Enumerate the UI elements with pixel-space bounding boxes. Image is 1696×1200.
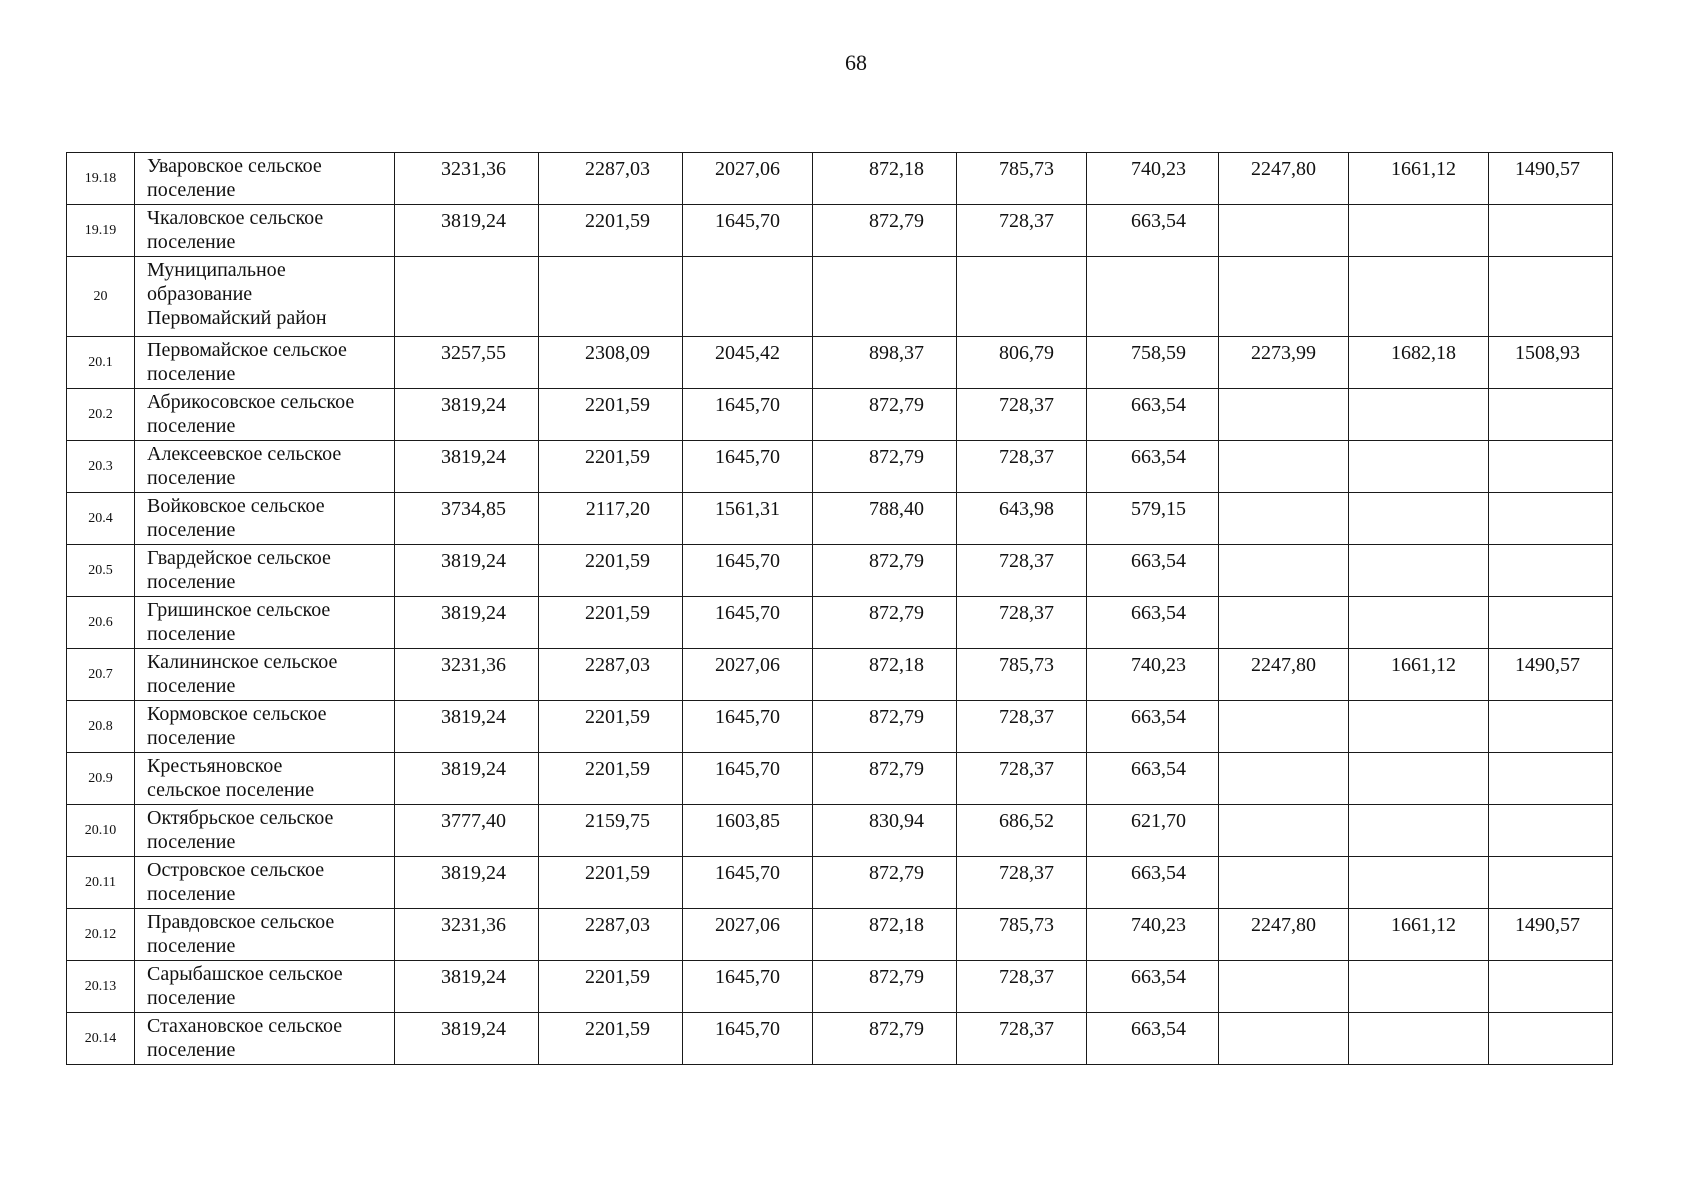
row-number: 20.4	[67, 493, 135, 545]
value-cell	[1219, 961, 1349, 1013]
value-cell: 872,79	[813, 961, 957, 1013]
row-number: 20.9	[67, 753, 135, 805]
value-cell: 2201,59	[539, 753, 683, 805]
value-cell	[1219, 493, 1349, 545]
value-cell: 2045,42	[683, 337, 813, 389]
value-cell: 1490,57	[1489, 909, 1613, 961]
settlement-name: Уваровское сельское поселение	[135, 153, 395, 205]
row-number: 19.19	[67, 205, 135, 257]
value-cell: 1508,93	[1489, 337, 1613, 389]
value-cell: 2247,80	[1219, 153, 1349, 205]
row-number: 19.18	[67, 153, 135, 205]
row-number: 20.8	[67, 701, 135, 753]
value-cell: 1645,70	[683, 597, 813, 649]
row-number: 20.12	[67, 909, 135, 961]
value-cell: 1490,57	[1489, 153, 1613, 205]
value-cell: 1645,70	[683, 701, 813, 753]
row-number: 20.14	[67, 1013, 135, 1065]
value-cell	[1219, 389, 1349, 441]
value-cell: 2273,99	[1219, 337, 1349, 389]
row-number: 20.5	[67, 545, 135, 597]
value-cell: 1645,70	[683, 441, 813, 493]
value-cell: 3819,24	[395, 857, 539, 909]
value-cell: 663,54	[1087, 753, 1219, 805]
value-cell: 1682,18	[1349, 337, 1489, 389]
value-cell	[1219, 257, 1349, 337]
value-cell	[1219, 753, 1349, 805]
settlement-name: Гвардейское сельское поселение	[135, 545, 395, 597]
settlement-name: Чкаловское сельское поселение	[135, 205, 395, 257]
settlement-name: Стахановское сельское поселение	[135, 1013, 395, 1065]
value-cell: 663,54	[1087, 441, 1219, 493]
value-cell	[1219, 205, 1349, 257]
value-cell: 728,37	[957, 545, 1087, 597]
value-cell: 898,37	[813, 337, 957, 389]
value-cell: 728,37	[957, 441, 1087, 493]
table-row	[67, 545, 1613, 597]
table-row	[67, 257, 1613, 337]
value-cell	[813, 257, 957, 337]
value-cell	[1349, 597, 1489, 649]
value-cell: 872,79	[813, 753, 957, 805]
value-cell	[1349, 805, 1489, 857]
table-row	[67, 205, 1613, 257]
settlement-name: Правдовское сельское поселение	[135, 909, 395, 961]
value-cell: 643,98	[957, 493, 1087, 545]
value-cell: 1645,70	[683, 389, 813, 441]
row-number: 20.1	[67, 337, 135, 389]
value-cell: 1645,70	[683, 1013, 813, 1065]
settlement-name: Первомайское сельское поселение	[135, 337, 395, 389]
value-cell: 3819,24	[395, 753, 539, 805]
value-cell	[683, 257, 813, 337]
value-cell: 1561,31	[683, 493, 813, 545]
table-row	[67, 337, 1613, 389]
settlement-name: Калининское сельское поселение	[135, 649, 395, 701]
value-cell: 785,73	[957, 153, 1087, 205]
value-cell	[1489, 389, 1613, 441]
table-row	[67, 909, 1613, 961]
value-cell: 728,37	[957, 205, 1087, 257]
value-cell	[1219, 545, 1349, 597]
settlement-name: Абрикосовское сельское поселение	[135, 389, 395, 441]
value-cell	[1489, 493, 1613, 545]
table-body	[67, 153, 1613, 1065]
value-cell: 663,54	[1087, 701, 1219, 753]
value-cell: 728,37	[957, 389, 1087, 441]
value-cell	[1349, 389, 1489, 441]
value-cell: 2201,59	[539, 701, 683, 753]
value-cell	[1489, 205, 1613, 257]
value-cell: 3819,24	[395, 441, 539, 493]
settlement-name: Крестьяновское сельское поселение	[135, 753, 395, 805]
value-cell: 1661,12	[1349, 153, 1489, 205]
value-cell: 872,79	[813, 545, 957, 597]
value-cell: 2287,03	[539, 153, 683, 205]
value-cell: 2287,03	[539, 649, 683, 701]
value-cell: 758,59	[1087, 337, 1219, 389]
value-cell: 872,79	[813, 441, 957, 493]
value-cell	[1087, 257, 1219, 337]
value-cell: 663,54	[1087, 961, 1219, 1013]
value-cell	[1219, 1013, 1349, 1065]
value-cell: 686,52	[957, 805, 1087, 857]
table-row	[67, 857, 1613, 909]
value-cell: 3231,36	[395, 649, 539, 701]
table-row	[67, 153, 1613, 205]
value-cell: 2308,09	[539, 337, 683, 389]
value-cell	[1349, 961, 1489, 1013]
value-cell	[539, 257, 683, 337]
settlement-name: Кормовское сельское поселение	[135, 701, 395, 753]
value-cell: 1645,70	[683, 961, 813, 1013]
row-number: 20.11	[67, 857, 135, 909]
value-cell: 663,54	[1087, 857, 1219, 909]
value-cell: 2201,59	[539, 1013, 683, 1065]
value-cell	[1349, 701, 1489, 753]
page-number: 68	[845, 50, 867, 75]
value-cell: 663,54	[1087, 389, 1219, 441]
value-cell: 2159,75	[539, 805, 683, 857]
value-cell: 2287,03	[539, 909, 683, 961]
value-cell: 872,18	[813, 153, 957, 205]
value-cell: 872,79	[813, 389, 957, 441]
row-number: 20.3	[67, 441, 135, 493]
value-cell: 579,15	[1087, 493, 1219, 545]
value-cell: 2201,59	[539, 389, 683, 441]
value-cell	[1349, 545, 1489, 597]
value-cell: 2117,20	[539, 493, 683, 545]
value-cell: 872,79	[813, 205, 957, 257]
table-row	[67, 1013, 1613, 1065]
value-cell: 1603,85	[683, 805, 813, 857]
value-cell: 1645,70	[683, 205, 813, 257]
value-cell	[957, 257, 1087, 337]
value-cell: 3819,24	[395, 205, 539, 257]
value-cell: 740,23	[1087, 153, 1219, 205]
value-cell	[395, 257, 539, 337]
row-number: 20.13	[67, 961, 135, 1013]
value-cell	[1219, 805, 1349, 857]
settlement-name: Сарыбашское сельское поселение	[135, 961, 395, 1013]
value-cell: 785,73	[957, 649, 1087, 701]
value-cell: 663,54	[1087, 205, 1219, 257]
row-number: 20.6	[67, 597, 135, 649]
value-cell	[1349, 493, 1489, 545]
value-cell	[1349, 441, 1489, 493]
value-cell	[1219, 701, 1349, 753]
value-cell: 3819,24	[395, 545, 539, 597]
value-cell	[1349, 205, 1489, 257]
value-cell: 3819,24	[395, 961, 539, 1013]
value-cell: 663,54	[1087, 545, 1219, 597]
value-cell: 3819,24	[395, 389, 539, 441]
value-cell: 3819,24	[395, 701, 539, 753]
value-cell: 2201,59	[539, 857, 683, 909]
value-cell	[1349, 753, 1489, 805]
value-cell	[1489, 257, 1613, 337]
value-cell: 728,37	[957, 857, 1087, 909]
value-cell: 2027,06	[683, 649, 813, 701]
value-cell: 2201,59	[539, 205, 683, 257]
value-cell: 2027,06	[683, 153, 813, 205]
value-cell: 806,79	[957, 337, 1087, 389]
settlement-name: Октябрьское сельское поселение	[135, 805, 395, 857]
value-cell: 1645,70	[683, 753, 813, 805]
value-cell	[1489, 753, 1613, 805]
value-cell: 2247,80	[1219, 909, 1349, 961]
value-cell: 1490,57	[1489, 649, 1613, 701]
value-cell: 872,18	[813, 649, 957, 701]
value-cell	[1219, 857, 1349, 909]
value-cell: 2247,80	[1219, 649, 1349, 701]
value-cell	[1489, 441, 1613, 493]
value-cell	[1489, 857, 1613, 909]
value-cell	[1219, 441, 1349, 493]
value-cell: 788,40	[813, 493, 957, 545]
value-cell: 728,37	[957, 753, 1087, 805]
value-cell: 3231,36	[395, 153, 539, 205]
value-cell: 872,79	[813, 701, 957, 753]
value-cell: 740,23	[1087, 649, 1219, 701]
tariff-table	[66, 152, 1613, 1065]
table-row	[67, 649, 1613, 701]
row-number: 20	[67, 257, 135, 337]
value-cell: 2201,59	[539, 545, 683, 597]
table-row	[67, 441, 1613, 493]
value-cell: 872,79	[813, 1013, 957, 1065]
table-row	[67, 389, 1613, 441]
value-cell: 728,37	[957, 701, 1087, 753]
table-row	[67, 597, 1613, 649]
value-cell: 728,37	[957, 1013, 1087, 1065]
value-cell: 2201,59	[539, 961, 683, 1013]
row-number: 20.2	[67, 389, 135, 441]
value-cell: 872,18	[813, 909, 957, 961]
settlement-name: Войковское сельское поселение	[135, 493, 395, 545]
value-cell	[1489, 961, 1613, 1013]
value-cell: 872,79	[813, 597, 957, 649]
value-cell: 1661,12	[1349, 649, 1489, 701]
value-cell: 872,79	[813, 857, 957, 909]
value-cell: 2201,59	[539, 597, 683, 649]
value-cell	[1349, 857, 1489, 909]
value-cell: 740,23	[1087, 909, 1219, 961]
value-cell: 728,37	[957, 597, 1087, 649]
value-cell: 728,37	[957, 961, 1087, 1013]
table-row	[67, 493, 1613, 545]
value-cell: 1645,70	[683, 857, 813, 909]
value-cell	[1219, 597, 1349, 649]
value-cell: 3257,55	[395, 337, 539, 389]
value-cell: 3819,24	[395, 1013, 539, 1065]
value-cell: 2201,59	[539, 441, 683, 493]
row-number: 20.7	[67, 649, 135, 701]
value-cell: 1661,12	[1349, 909, 1489, 961]
settlement-name: Алексеевское сельское поселение	[135, 441, 395, 493]
value-cell: 3819,24	[395, 597, 539, 649]
table-row	[67, 753, 1613, 805]
value-cell	[1489, 545, 1613, 597]
value-cell	[1489, 805, 1613, 857]
value-cell: 663,54	[1087, 1013, 1219, 1065]
value-cell: 621,70	[1087, 805, 1219, 857]
settlement-name: Островское сельское поселение	[135, 857, 395, 909]
value-cell: 3231,36	[395, 909, 539, 961]
value-cell	[1489, 701, 1613, 753]
table-row	[67, 961, 1613, 1013]
value-cell	[1349, 257, 1489, 337]
value-cell: 830,94	[813, 805, 957, 857]
row-number: 20.10	[67, 805, 135, 857]
value-cell: 785,73	[957, 909, 1087, 961]
value-cell	[1489, 1013, 1613, 1065]
value-cell: 663,54	[1087, 597, 1219, 649]
table-row	[67, 701, 1613, 753]
value-cell: 3734,85	[395, 493, 539, 545]
value-cell	[1489, 597, 1613, 649]
settlement-name: Гришинское сельское поселение	[135, 597, 395, 649]
table-row	[67, 805, 1613, 857]
value-cell: 3777,40	[395, 805, 539, 857]
settlement-name: Муниципальное образование Первомайский район	[135, 257, 395, 337]
value-cell	[1349, 1013, 1489, 1065]
value-cell: 1645,70	[683, 545, 813, 597]
value-cell: 2027,06	[683, 909, 813, 961]
